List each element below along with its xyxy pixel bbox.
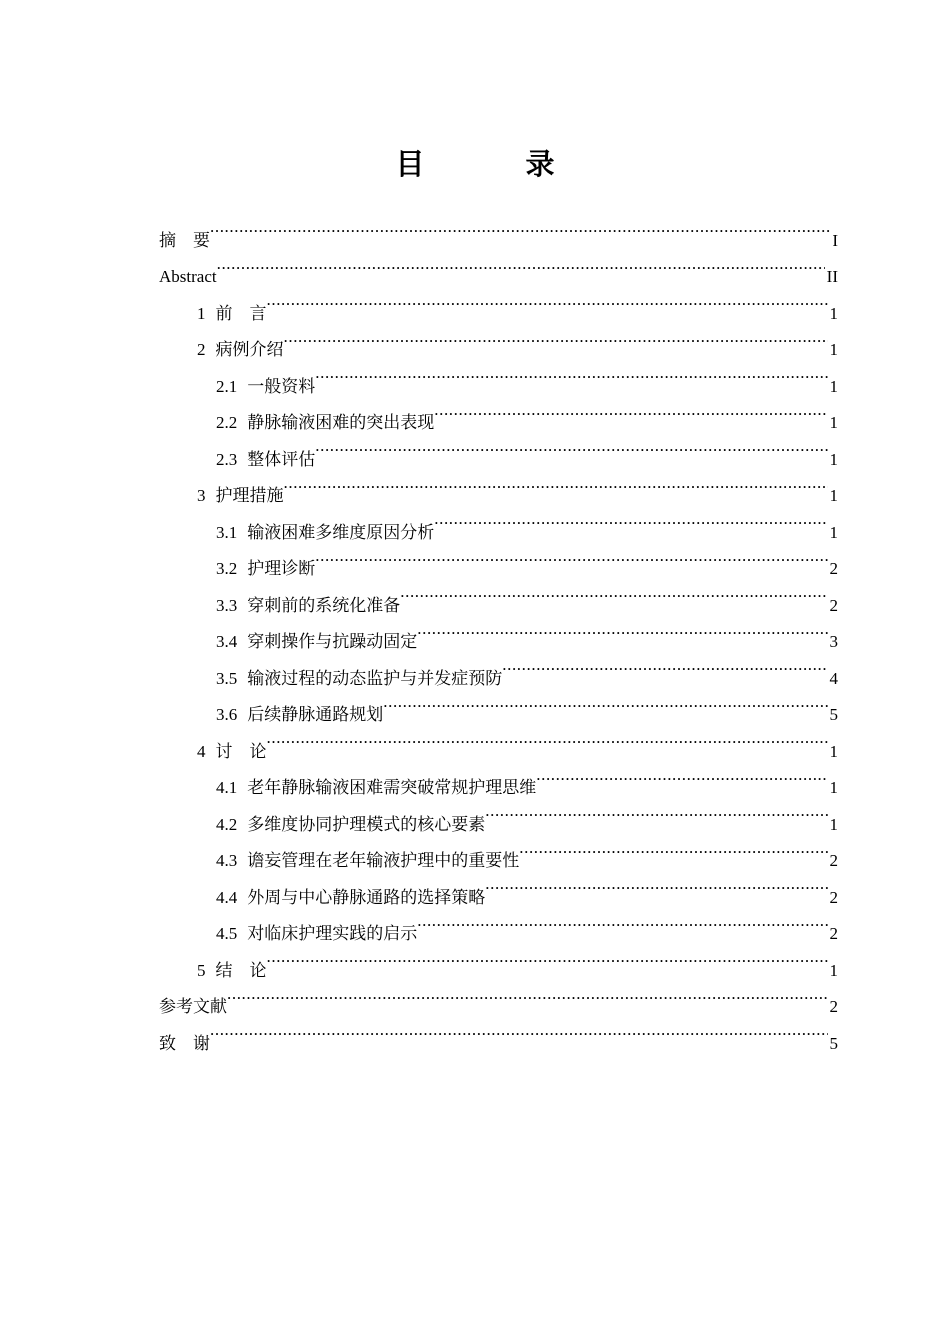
toc-entry-number: 4.2 bbox=[216, 814, 238, 834]
toc-entry-label: 整体评估 bbox=[247, 449, 316, 469]
toc-entry-page-number: 3 bbox=[829, 632, 838, 651]
toc-entry[interactable] bbox=[159, 976, 838, 1016]
toc-entry-number: 3.6 bbox=[216, 705, 238, 724]
dot-leader bbox=[210, 209, 830, 246]
toc-entry-page-number: 1 bbox=[829, 522, 838, 542]
toc-entry[interactable] bbox=[159, 282, 838, 323]
toc-entry-number: 4 bbox=[197, 741, 206, 761]
toc-entry-page-number: 1 bbox=[829, 413, 838, 432]
toc-entry-label: 护理措施 bbox=[215, 486, 284, 505]
toc-entry-label: 护理诊断 bbox=[247, 559, 316, 578]
toc-entry[interactable] bbox=[159, 1012, 838, 1053]
toc-entry-number: 3.2 bbox=[216, 559, 238, 578]
toc-entry[interactable] bbox=[159, 209, 838, 250]
toc-entry-label: 输液过程的动态监护与并发症预防 bbox=[247, 668, 503, 688]
toc-entry-label: 输液困难多维度原因分析 bbox=[247, 522, 435, 542]
toc-entry-page-number: 1 bbox=[829, 340, 838, 359]
dot-leader bbox=[434, 501, 827, 538]
dot-leader bbox=[315, 355, 827, 392]
toc-entry-label: 一般资料 bbox=[247, 376, 316, 396]
toc-entry-page-number: I bbox=[832, 230, 838, 250]
toc-entry-number: 4.4 bbox=[216, 887, 238, 907]
toc-entry-label: 摘 要 bbox=[159, 230, 210, 250]
toc-entry-label: 讨 论 bbox=[215, 741, 267, 761]
dot-leader bbox=[227, 976, 828, 1013]
toc-entry-page-number: 1 bbox=[829, 449, 838, 469]
toc-entry-number: 3 bbox=[197, 486, 206, 505]
toc-entry-label: 对临床护理实践的启示 bbox=[247, 924, 418, 943]
table-of-contents bbox=[159, 209, 838, 1053]
toc-entry-number: 2.1 bbox=[216, 376, 238, 396]
toc-entry-number: 1 bbox=[197, 303, 206, 323]
toc-entry-number: 4.5 bbox=[216, 924, 238, 943]
toc-entry-number: 5 bbox=[197, 960, 206, 980]
dot-leader bbox=[267, 939, 828, 976]
toc-entry-page-number: 4 bbox=[829, 668, 838, 688]
toc-entry-label: 病例介绍 bbox=[215, 340, 284, 359]
toc-entry-number: 3.5 bbox=[216, 668, 238, 688]
toc-entry-number: 2.2 bbox=[216, 413, 238, 432]
dot-leader bbox=[284, 465, 828, 502]
toc-entry-page-number: 2 bbox=[829, 559, 838, 578]
toc-entry[interactable] bbox=[159, 246, 838, 286]
toc-entry-page-number: 2 bbox=[829, 887, 838, 907]
dot-leader bbox=[315, 428, 827, 465]
dot-leader bbox=[485, 866, 827, 903]
toc-entry-label: 参考文献 bbox=[159, 997, 227, 1016]
dot-leader bbox=[400, 574, 827, 611]
dot-leader bbox=[417, 611, 827, 648]
toc-entry-label: 后续静脉通路规划 bbox=[247, 705, 384, 724]
dot-leader bbox=[434, 392, 827, 429]
toc-entry-label: 多维度协同护理模式的核心要素 bbox=[247, 814, 486, 834]
toc-entry-page-number: 2 bbox=[829, 595, 838, 615]
dot-leader bbox=[284, 319, 828, 356]
toc-entry-number: 3.1 bbox=[216, 522, 238, 542]
dot-leader bbox=[267, 282, 828, 319]
toc-entry-label: 致 谢 bbox=[159, 1033, 210, 1053]
toc-entry-number: 3.3 bbox=[216, 595, 238, 615]
dot-leader bbox=[502, 647, 827, 684]
toc-entry-page-number: 1 bbox=[829, 778, 838, 797]
toc-entry-label: 前 言 bbox=[215, 303, 267, 323]
toc-entry-label: 谵妄管理在老年输液护理中的重要性 bbox=[247, 851, 520, 870]
toc-entry-page-number: 5 bbox=[829, 705, 838, 724]
toc-entry-page-number: 1 bbox=[829, 741, 838, 761]
toc-entry-number: 2.3 bbox=[216, 449, 238, 469]
toc-entry-page-number: 2 bbox=[829, 997, 838, 1016]
dot-leader bbox=[217, 246, 825, 283]
toc-entry-page-number: II bbox=[826, 267, 838, 286]
dot-leader bbox=[267, 720, 828, 757]
toc-entry-page-number: 1 bbox=[829, 814, 838, 834]
toc-entry-label: Abstract bbox=[159, 267, 217, 286]
toc-entry-page-number: 1 bbox=[829, 486, 838, 505]
dot-leader bbox=[519, 830, 827, 867]
toc-entry-number: 4.1 bbox=[216, 778, 238, 797]
dot-leader bbox=[485, 793, 827, 830]
toc-entry-label: 外周与中心静脉通路的选择策略 bbox=[247, 887, 486, 907]
toc-entry-page-number: 5 bbox=[829, 1033, 838, 1053]
toc-entry-label: 穿刺前的系统化准备 bbox=[247, 595, 401, 615]
toc-entry-label: 老年静脉输液困难需突破常规护理思维 bbox=[247, 778, 537, 797]
toc-entry-number: 3.4 bbox=[216, 632, 238, 651]
toc-entry-page-number: 2 bbox=[829, 924, 838, 943]
toc-entry-page-number: 1 bbox=[829, 376, 838, 396]
dot-leader bbox=[536, 757, 827, 794]
dot-leader bbox=[417, 903, 827, 940]
toc-entry-page-number: 1 bbox=[829, 303, 838, 323]
toc-entry-number: 2 bbox=[197, 340, 206, 359]
toc-entry-label: 穿刺操作与抗躁动固定 bbox=[247, 632, 418, 651]
dot-leader bbox=[210, 1012, 828, 1049]
page-title: 目 录 bbox=[395, 147, 591, 181]
toc-entry-page-number: 2 bbox=[829, 851, 838, 870]
dot-leader bbox=[383, 684, 827, 721]
toc-entry-page-number: 1 bbox=[829, 960, 838, 980]
toc-entry-number: 4.3 bbox=[216, 851, 238, 870]
dot-leader bbox=[315, 538, 827, 575]
toc-entry-label: 结 论 bbox=[215, 960, 267, 980]
toc-entry-label: 静脉输液困难的突出表现 bbox=[247, 413, 435, 432]
